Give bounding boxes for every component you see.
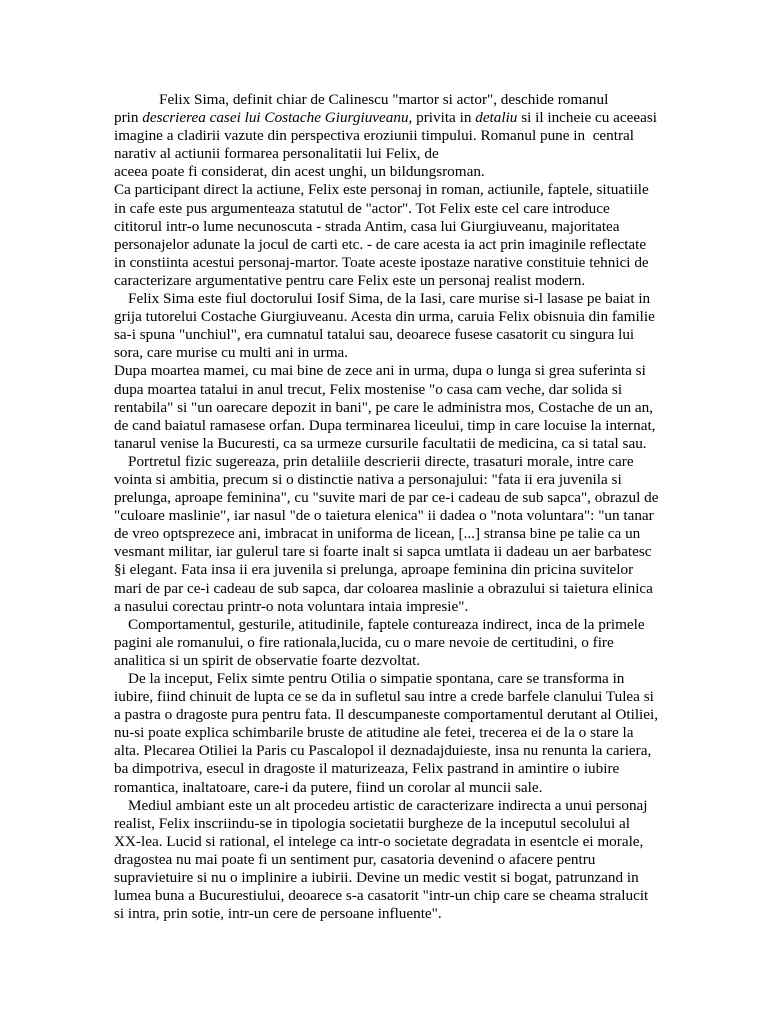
- text-line: [114, 417, 660, 435]
- text-segment: a pastra o dragoste pura pentru fata. Il descumpaneste comportamentul derutant al Otiliei,: [114, 706, 659, 724]
- text-line: [114, 887, 660, 905]
- text-segment: Dupa moartea mamei, cu mai bine de zece ani in urma, dupa o lunga si grea suferinta si: [114, 362, 646, 380]
- text-line: [114, 833, 660, 851]
- text-segment: in cafe este pus argumenteaza statutul de "actor". Tot Felix este cel care introduce: [114, 199, 610, 217]
- text-line: [114, 760, 660, 778]
- text-line: [114, 652, 660, 670]
- text-line: [114, 706, 660, 724]
- essay-body: [114, 91, 660, 923]
- text-segment: XX-lea. Lucid si rational, el intelege ca intr-o societate degradata in esentcle ei morale,: [114, 832, 644, 850]
- text-segment: mari de par ce-i cadeau de sub sapca, dar coloarea maslinie a obrazului si taietura elinica: [114, 579, 653, 597]
- text-line: [114, 326, 660, 344]
- text-line: [114, 489, 660, 507]
- text-segment: si il incheie cu aceeasi: [517, 109, 657, 127]
- text-segment: de vreo optsprezece ani, imbracat in uniforma de licean, [...] stransa bine pe talie ca un: [114, 525, 641, 543]
- text-line: [114, 218, 660, 236]
- text-segment: iubire, fiind chinuit de lupta ce se da in sufletul sau intre a crede barfele clanului Tulea si: [114, 688, 654, 706]
- text-segment: §i elegant. Fata insa ii era juvenila si prelunga, aproape feminina din pricina suvitelor: [114, 561, 634, 579]
- text-line: [114, 91, 660, 109]
- text-line: [114, 543, 660, 561]
- text-line: [114, 453, 660, 471]
- text-segment: romantica, inaltatoare, care-i da putere, fiind un corolar al muncii sale.: [114, 778, 543, 796]
- text-segment: vesmant militar, iar gulerul tare si foarte inalt si sapca umtlata ii dadeau un aer barbatesc: [114, 543, 652, 561]
- text-line: [114, 399, 660, 417]
- text-line: [114, 163, 660, 181]
- text-segment: de cand baiatul ramasese orfan. Dupa terminarea liceului, timp in care locuise la internat,: [114, 416, 656, 434]
- text-segment: realist, Felix inscriindu-se in tipologia societatii burgheze de la inceputul secolului al: [114, 814, 630, 832]
- text-segment: tanarul venise la Bucuresti, ca sa urmeze cursurile facultatii de medicina, ca si tatal sau.: [114, 434, 647, 452]
- text-line: [114, 525, 660, 543]
- text-line: [114, 616, 660, 634]
- text-segment: narativ al actiunii formarea personalitatii lui Felix, de: [114, 145, 439, 163]
- text-segment: prelunga, aproape feminina", cu "suvite mari de par ce-i cadeau de sub sapca", obrazul de: [114, 489, 659, 507]
- text-line: [114, 181, 660, 199]
- text-line: [114, 308, 660, 326]
- text-line: [114, 290, 660, 308]
- text-segment: caracterizare argumentative pentru care Felix este un personaj realist modern.: [114, 271, 586, 289]
- text-segment: Felix Sima este fiul doctorului Iosif Sima, de la Iasi, care murise si-l lasase pe baiat in: [128, 290, 651, 308]
- text-line: [114, 742, 660, 760]
- text-line: [114, 344, 660, 362]
- text-line: [114, 362, 660, 380]
- text-line: [114, 507, 660, 525]
- text-segment: privita in: [412, 109, 476, 127]
- text-line: [114, 127, 660, 145]
- text-segment: si intra, prin sotie, intr-un cere de persoane influente".: [114, 905, 442, 923]
- text-line: [114, 905, 660, 923]
- text-segment: pagini ale romanului, o fire rationala,lucida, cu o mare nevoie de certitudini, o fire: [114, 633, 614, 651]
- text-line: [114, 580, 660, 598]
- text-segment: a nasului corectau printr-o nota voluntara intaia impresie".: [114, 597, 469, 615]
- text-segment: Felix Sima, definit chiar de Calinescu "martor si actor", deschide romanul: [159, 91, 609, 108]
- text-segment: nu-si poate explica schimbarile bruste de atitudine ale fetei, trecerea ei de la o stare la: [114, 724, 634, 742]
- text-segment: "culoare maslinie", iar nasul "de o taietura elenica" ii dadea o "nota voluntara": "un tanar: [114, 507, 654, 525]
- text-line: [114, 435, 660, 453]
- text-segment: Comportamentul, gesturile, atitudinile, faptele contureaza indirect, inca de la primele: [128, 615, 645, 633]
- text-segment: personajelor adunate la jocul de carti etc. - de care acesta ia act prin imaginile reflectate: [114, 235, 647, 253]
- text-line: [114, 145, 660, 163]
- text-segment: De la inceput, Felix simte pentru Otilia o simpatie spontana, care se transforma in: [128, 670, 625, 687]
- text-line: [114, 688, 660, 706]
- text-line: [114, 779, 660, 797]
- text-line: [114, 471, 660, 489]
- text-segment: supravietuire si nu o implinire a iubirii. Devine un medic vestit si bogat, patrunzand in: [114, 869, 639, 887]
- text-line: [114, 797, 660, 815]
- text-segment: cititorul intr-o lume necunoscuta - strada Antim, casa lui Giurgiuveanu, majoritatea: [114, 217, 620, 235]
- text-line: [114, 815, 660, 833]
- text-line: [114, 236, 660, 254]
- text-line: [114, 254, 660, 272]
- text-line: [114, 869, 660, 887]
- text-segment: imagine a cladirii vazute din perspectiva eroziunii timpului. Romanul pune in central: [114, 127, 635, 145]
- text-line: [114, 724, 660, 742]
- text-line: [114, 200, 660, 218]
- text-segment: grija tutorelui Costache Giurgiuveanu. Acesta din urma, caruia Felix obisnuia din familie: [114, 308, 655, 326]
- text-segment: dupa moartea tatalui in anul trecut, Felix mostenise "o casa cam veche, dar solida si: [114, 380, 623, 398]
- text-segment: analitica si un spirit de observatie foarte dezvoltat.: [114, 651, 421, 669]
- text-segment: in constiinta acestui personaj-martor. Toate aceste ipostaze narative constituie tehnici de: [114, 253, 649, 271]
- text-line: [114, 598, 660, 616]
- text-segment: sora, care murise cu multi ani in urma.: [114, 344, 349, 362]
- text-segment: rentabila" si "un oarecare depozit in bani", pe care le administra mos, Costache de un an,: [114, 398, 653, 416]
- text-segment: alta. Plecarea Otiliei la Paris cu Pascalopol il deznadajduieste, insa nu renunta la cariera,: [114, 742, 652, 760]
- text-segment: Portretul fizic sugereaza, prin detaliile descrierii directe, trasaturi morale, intre care: [128, 452, 634, 470]
- italic-text-segment: detaliu: [475, 109, 518, 127]
- text-segment: ba dimpotriva, esecul in dragoste il maturizeaza, Felix pastrand in amintire o iubire: [114, 760, 620, 778]
- text-line: [114, 272, 660, 290]
- text-line: [114, 670, 660, 688]
- italic-text-segment: descrierea casei lui Costache Giurgiuveanu,: [142, 109, 413, 127]
- text-line: [114, 851, 660, 869]
- text-segment: prin: [114, 109, 143, 127]
- text-line: [114, 561, 660, 579]
- text-line: [114, 634, 660, 652]
- text-segment: aceea poate fi considerat, din acest unghi, un bildungsroman.: [114, 163, 485, 181]
- text-segment: vointa si ambitia, precum si o distinctie nativa a personajului: "fata ii era juvenila si: [114, 470, 622, 488]
- text-segment: dragostea nu mai poate fi un sentiment pur, casatoria devenind o afacere pentru: [114, 850, 596, 868]
- text-segment: lumea buna a Bucurestiului, deoarece s-a casatorit "intr-un chip care se cheama stralucit: [114, 887, 649, 905]
- text-line: [114, 109, 660, 127]
- text-segment: Ca participant direct la actiune, Felix este personaj in roman, actiunile, faptele, situatiile: [114, 181, 649, 199]
- text-segment: Mediul ambiant este un alt procedeu artistic de caracterizare indirecta a unui personaj: [128, 796, 648, 814]
- text-line: [114, 381, 660, 399]
- text-segment: sa-i spuna "unchiul", era cumnatul tatalui sau, deoarece fusese casatorit cu singura lui: [114, 326, 635, 344]
